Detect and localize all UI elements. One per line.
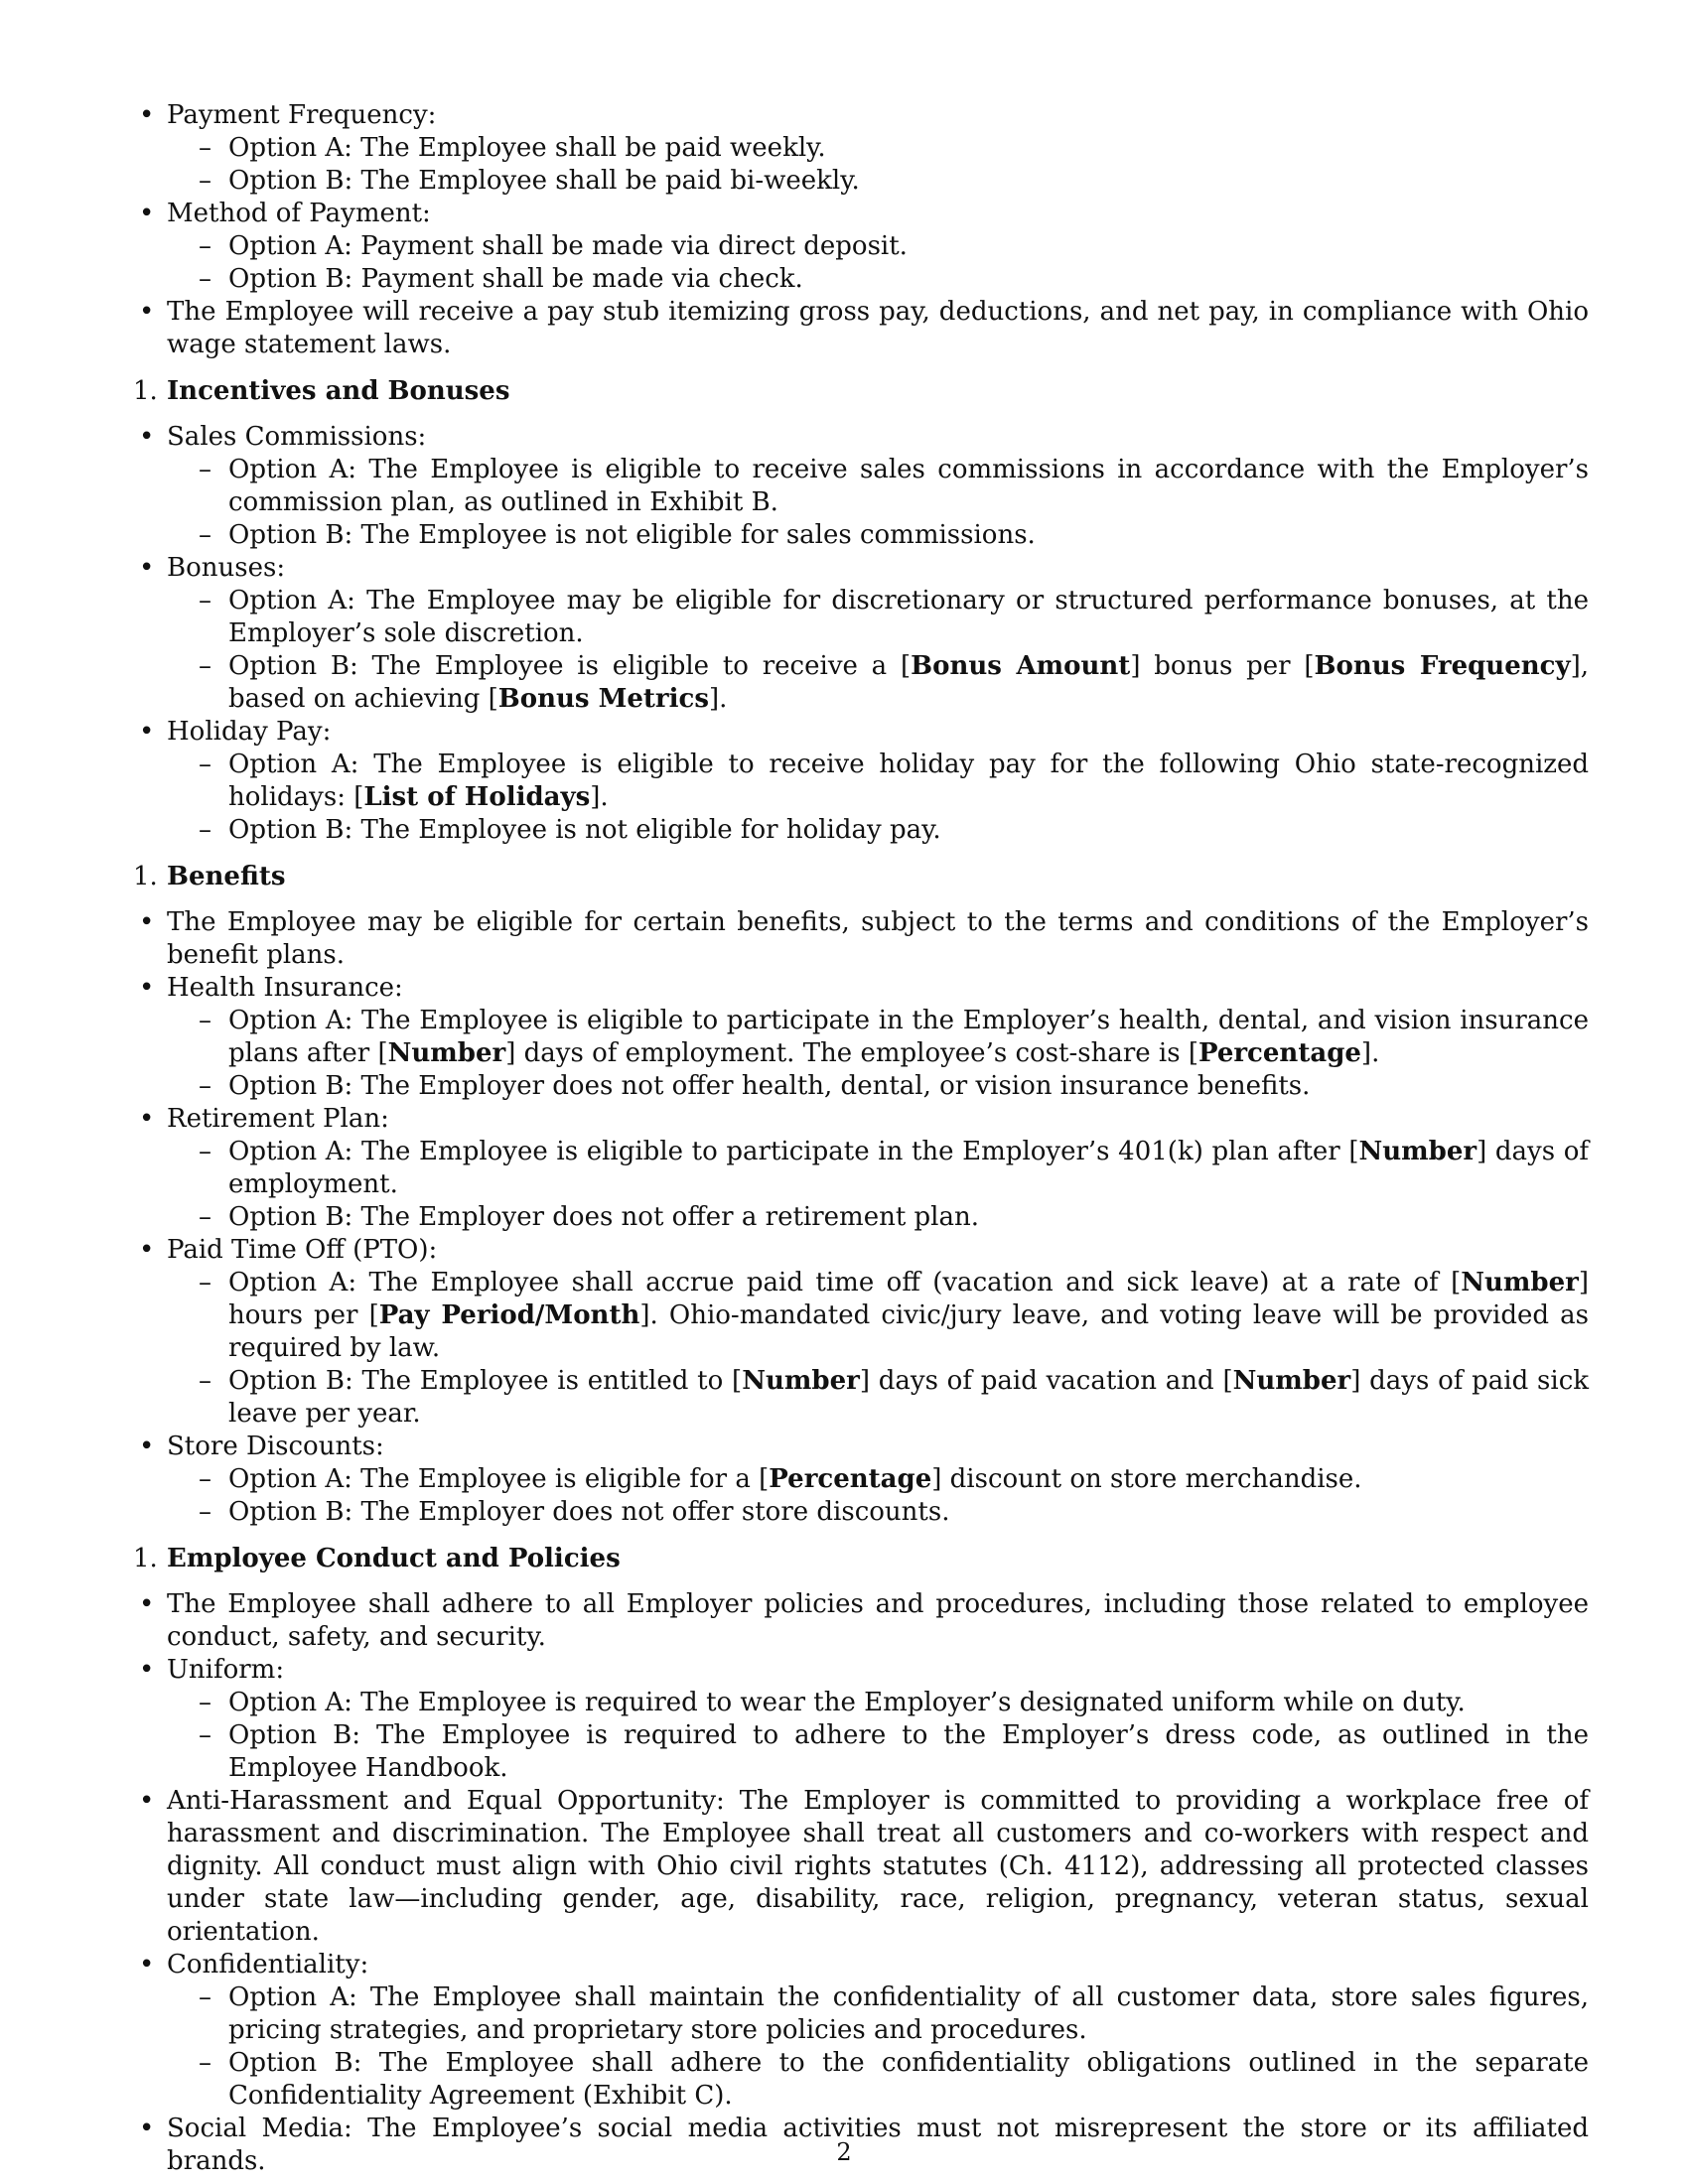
text-run: Option B: The Employer does not offer health, dental, or vision insurance benefits. [228, 1071, 1311, 1101]
option-item [139, 1687, 1589, 1719]
text-run: Option A: The Employee shall accrue paid time off (vacation and sick leave) at a rate of [ [228, 1268, 1462, 1297]
text-run: The Employee may be eligible for certain benefits, subject to the terms and conditions of the Employer’s benefit plans. [167, 907, 1589, 970]
placeholder-field: List of Holidays [363, 782, 591, 812]
text-run: Uniform: [167, 1655, 285, 1685]
placeholder-field: Pay Period/Month [378, 1300, 640, 1330]
text-run: Store Discounts: [167, 1432, 384, 1461]
section-heading [133, 1543, 1589, 1575]
text-run: ] days of employment. [228, 1137, 1589, 1199]
option-item [139, 650, 1589, 716]
text-run: ] days of employment. The employee’s cost-share is [ [505, 1038, 1198, 1068]
option-item [139, 1267, 1589, 1365]
text-run: Option B: The Employee shall be paid bi-weekly. [228, 166, 860, 196]
text-run: ]. [590, 782, 609, 812]
text-run: Method of Payment: [167, 199, 431, 228]
section-title: Incentives and Bonuses [167, 376, 510, 406]
text-run: Option A: The Employee may be eligible for discretionary or structured performance bonuses, at the Employer’s sole discretion. [228, 586, 1589, 648]
option-item [139, 1005, 1589, 1070]
text-run: The Employee will receive a pay stub itemizing gross pay, deductions, and net pay, in compliance with Ohio wage statement laws. [167, 297, 1589, 359]
bullet-item [139, 972, 1589, 1005]
bullet-item [139, 552, 1589, 585]
bullet-item [139, 1431, 1589, 1463]
text-run: Option B: The Employer does not offer a retirement plan. [228, 1202, 980, 1232]
option-item [139, 1496, 1589, 1529]
option-item [139, 1719, 1589, 1785]
bullet-item [139, 1785, 1589, 1949]
option-item [139, 749, 1589, 814]
placeholder-field: Bonus Metrics [497, 684, 709, 714]
section-heading [133, 861, 1589, 893]
placeholder-field: Bonus Frequency [1314, 651, 1571, 681]
text-run: Health Insurance: [167, 973, 403, 1003]
placeholder-field: Number [742, 1366, 860, 1396]
section-title: Employee Conduct and Policies [167, 1544, 621, 1573]
text-run: The Employee shall adhere to all Employer policies and procedures, including those related to employee conduct, safety, and security. [167, 1589, 1589, 1652]
placeholder-field: Percentage [1197, 1038, 1361, 1068]
text-run: Option A: The Employee is required to wear the Employer’s designated uniform while on duty. [228, 1688, 1466, 1717]
text-run: Option A: Payment shall be made via direct deposit. [228, 231, 908, 261]
text-run: Option B: The Employee is required to adhere to the Employer’s dress code, as outlined in the Employee Handbook. [228, 1720, 1589, 1783]
text-run: ]. [1360, 1038, 1380, 1068]
placeholder-field: Number [1232, 1366, 1351, 1396]
section-number: 1. [133, 1544, 158, 1573]
text-run: Payment Frequency: [167, 100, 437, 130]
option-item [139, 165, 1589, 198]
option-item [139, 454, 1589, 519]
option-item [139, 1070, 1589, 1103]
placeholder-field: Number [1461, 1268, 1579, 1297]
bullet-item [139, 906, 1589, 972]
text-run: Retirement Plan: [167, 1104, 389, 1134]
placeholder-field: Bonus Amount [911, 651, 1131, 681]
text-run: Paid Time Off (PTO): [167, 1235, 438, 1265]
bullet-item [139, 1588, 1589, 1654]
placeholder-field: Number [387, 1038, 506, 1068]
text-run: Option B: Payment shall be made via check. [228, 264, 803, 294]
bullet-item [139, 99, 1589, 132]
section-number: 1. [133, 376, 158, 406]
text-run: Option A: The Employee shall be paid weekly. [228, 133, 826, 163]
text-run: Anti-Harassment and Equal Opportunity: The Employer is committed to providing a workplace free of harassment and discrimination. The Employee shall treat all customers and co-workers with respect and dignity. All conduct must align with Ohio civil rights statutes (Ch. 4112), addressing all protected classes under state law—including gender, age, disability, race, religion, pregnancy, veteran status, sexual orientation. [167, 1786, 1589, 1947]
bullet-item [139, 1949, 1589, 1981]
option-item [139, 585, 1589, 650]
option-item [139, 1981, 1589, 2047]
bullet-item [139, 1654, 1589, 1687]
text-run: Option B: The Employee is not eligible for holiday pay. [228, 815, 941, 845]
option-item [139, 814, 1589, 847]
text-run: Option B: The Employer does not offer store discounts. [228, 1497, 950, 1527]
text-run: Option A: The Employee is eligible to participate in the Employer’s health, dental, and vision insurance plans after [ [228, 1006, 1589, 1068]
option-item [139, 132, 1589, 165]
bullet-item [139, 296, 1589, 361]
text-run: Holiday Pay: [167, 717, 332, 747]
placeholder-field: Number [1358, 1137, 1477, 1166]
section-title: Benefits [167, 862, 286, 891]
text-run: Social Media: The Employee’s social media activities must not misrepresent the store or its affiliated brands. [167, 2114, 1589, 2176]
page-number: 2 [836, 2138, 852, 2166]
text-run: ] bonus per [ [1130, 651, 1315, 681]
text-run: ] hours per [ [228, 1268, 1589, 1330]
option-item [139, 1365, 1589, 1431]
text-run: Option A: The Employee is eligible to receive holiday pay for the following Ohio state-recognized holidays: [ [228, 750, 1589, 812]
option-item [139, 263, 1589, 296]
text-run: ] days of paid sick leave per year. [228, 1366, 1590, 1429]
option-item [139, 1136, 1589, 1201]
option-item [139, 1201, 1589, 1234]
document-body [133, 99, 1590, 2178]
section-heading [133, 375, 1589, 408]
option-item [139, 230, 1589, 263]
text-run: Confidentiality: [167, 1950, 369, 1979]
text-run: Bonuses: [167, 553, 286, 583]
text-run: ]. Ohio-mandated civic/jury leave, and voting leave will be provided as required by law. [228, 1300, 1590, 1363]
text-run: ], based on achieving [ [228, 651, 1590, 714]
text-run: Option A: The Employee is eligible to participate in the Employer’s 401(k) plan after [ [228, 1137, 1359, 1166]
text-run: Sales Commissions: [167, 422, 427, 452]
text-run: ] days of paid vacation and [ [859, 1366, 1233, 1396]
option-item [139, 2047, 1589, 2113]
text-run: Option A: The Employee is eligible to receive sales commissions in accordance with the Employer’s commission plan, as outlined in Exhibit B. [228, 455, 1589, 517]
option-item [139, 519, 1589, 552]
bullet-item [139, 1103, 1589, 1136]
section-number: 1. [133, 862, 158, 891]
text-run: Option A: The Employee shall maintain the confidentiality of all customer data, store sales figures, pricing strategies, and proprietary store policies and procedures. [228, 1982, 1589, 2045]
bullet-item [139, 421, 1589, 454]
text-run: Option B: The Employee is entitled to [ [228, 1366, 743, 1396]
bullet-item [139, 198, 1589, 230]
text-run: Option B: The Employee shall adhere to the confidentiality obligations outlined in the separate Confidentiality Agreement (Exhibit C). [228, 2048, 1589, 2111]
text-run: Option A: The Employee is eligible for a [ [228, 1464, 770, 1494]
text-run: Option B: The Employee is not eligible for sales commissions. [228, 520, 1036, 550]
bullet-item [139, 716, 1589, 749]
text-run: ] discount on store merchandise. [931, 1464, 1362, 1494]
bullet-item [139, 1234, 1589, 1267]
text-run: ]. [708, 684, 728, 714]
option-item [139, 1463, 1589, 1496]
text-run: Option B: The Employee is eligible to receive a [ [228, 651, 912, 681]
placeholder-field: Percentage [769, 1464, 932, 1494]
